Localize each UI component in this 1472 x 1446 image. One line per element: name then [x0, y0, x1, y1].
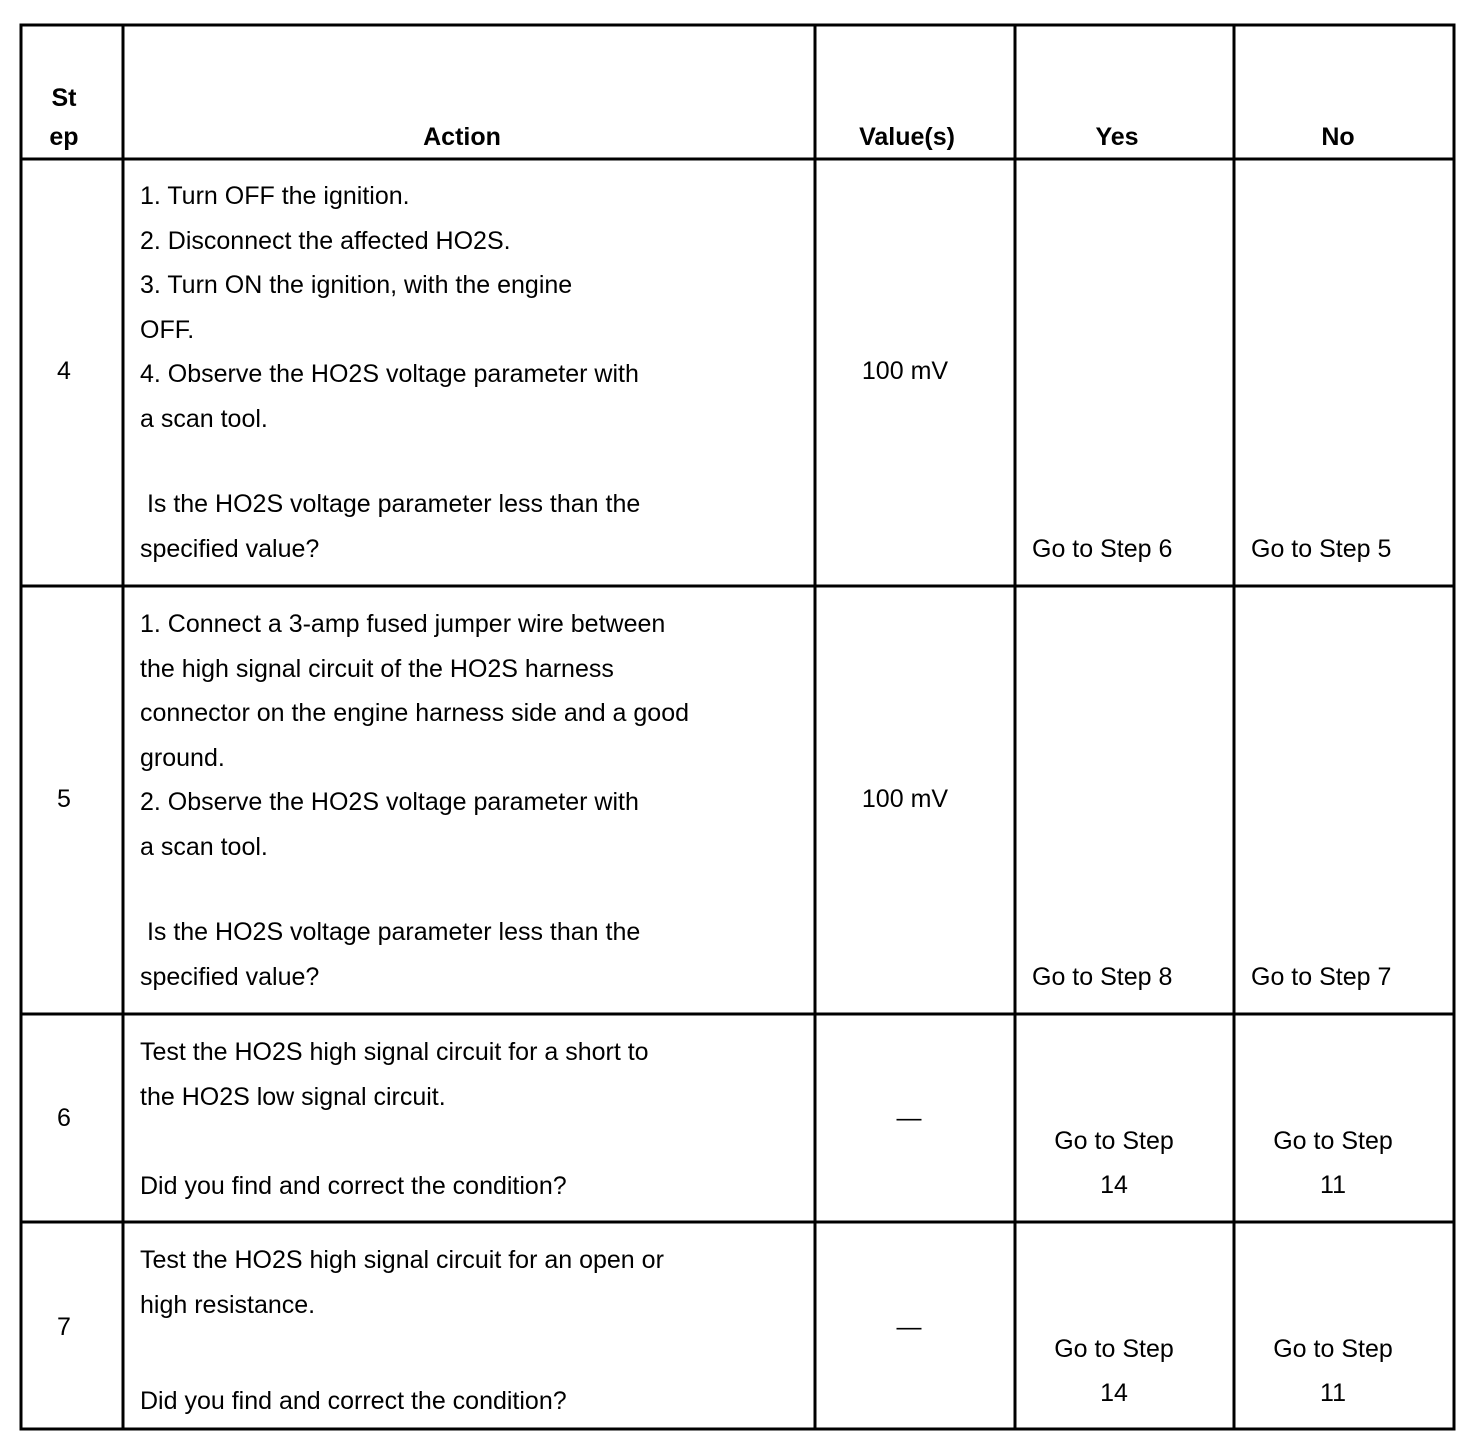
- action-line: connector on the engine harness side and a good: [140, 699, 690, 727]
- yes-cell-line2: 14: [1100, 1171, 1128, 1199]
- header-step-line1: St: [51, 84, 77, 112]
- step-number: 7: [57, 1313, 71, 1341]
- header-values: Value(s): [859, 123, 955, 151]
- step-number: 5: [57, 785, 71, 813]
- action-question: Is the HO2S voltage parameter less than the: [140, 918, 641, 946]
- action-line: a scan tool.: [140, 404, 268, 433]
- step-number: 4: [57, 357, 71, 385]
- header-no: No: [1321, 123, 1355, 151]
- yes-cell-line1: Go to Step: [1054, 1335, 1174, 1363]
- action-line: 3. Turn ON the ignition, with the engine: [140, 271, 573, 299]
- value-cell: —: [896, 1313, 922, 1341]
- action-line: ground.: [140, 743, 225, 772]
- action-question: Did you find and correct the condition?: [140, 1387, 567, 1415]
- yes-cell-line2: 14: [1100, 1379, 1128, 1407]
- step-number: 6: [57, 1104, 71, 1132]
- yes-cell-line1: Go to Step: [1054, 1127, 1174, 1155]
- action-question: Did you find and correct the condition?: [140, 1171, 567, 1200]
- header-step-line2: ep: [49, 123, 79, 151]
- action-line: 1. Connect a 3-amp fused jumper wire between: [140, 610, 666, 638]
- value-cell: 100 mV: [861, 357, 949, 385]
- no-cell-line2: 11: [1320, 1379, 1346, 1407]
- no-cell-line1: Go to Step: [1273, 1127, 1393, 1155]
- action-line: a scan tool.: [140, 832, 268, 861]
- yes-cell: Go to Step 6: [1032, 535, 1173, 563]
- action-line: the high signal circuit of the HO2S harness: [140, 654, 614, 683]
- action-line: 4. Observe the HO2S voltage parameter with: [140, 360, 639, 388]
- value-cell: —: [896, 1104, 922, 1132]
- header-action: Action: [423, 123, 501, 151]
- action-question: specified value?: [140, 534, 320, 563]
- action-line: 2. Observe the HO2S voltage parameter with: [140, 788, 639, 816]
- action-line: 1. Turn OFF the ignition.: [140, 182, 410, 210]
- action-line: high resistance.: [140, 1290, 316, 1319]
- no-cell-line1: Go to Step: [1273, 1335, 1393, 1363]
- action-line: 2. Disconnect the affected HO2S.: [140, 226, 511, 255]
- no-cell: Go to Step 7: [1251, 963, 1392, 991]
- action-line: OFF.: [140, 315, 195, 344]
- action-line: Test the HO2S high signal circuit for a short to: [140, 1038, 649, 1066]
- action-question: specified value?: [140, 962, 320, 991]
- header-yes: Yes: [1095, 123, 1139, 151]
- no-cell: Go to Step 5: [1251, 535, 1392, 563]
- yes-cell: Go to Step 8: [1032, 963, 1173, 991]
- no-cell-line2: 11: [1320, 1171, 1346, 1199]
- action-line: the HO2S low signal circuit.: [140, 1082, 446, 1111]
- action-line: Test the HO2S high signal circuit for an open or: [140, 1246, 664, 1274]
- value-cell: 100 mV: [861, 785, 949, 813]
- action-question: Is the HO2S voltage parameter less than the: [140, 490, 641, 518]
